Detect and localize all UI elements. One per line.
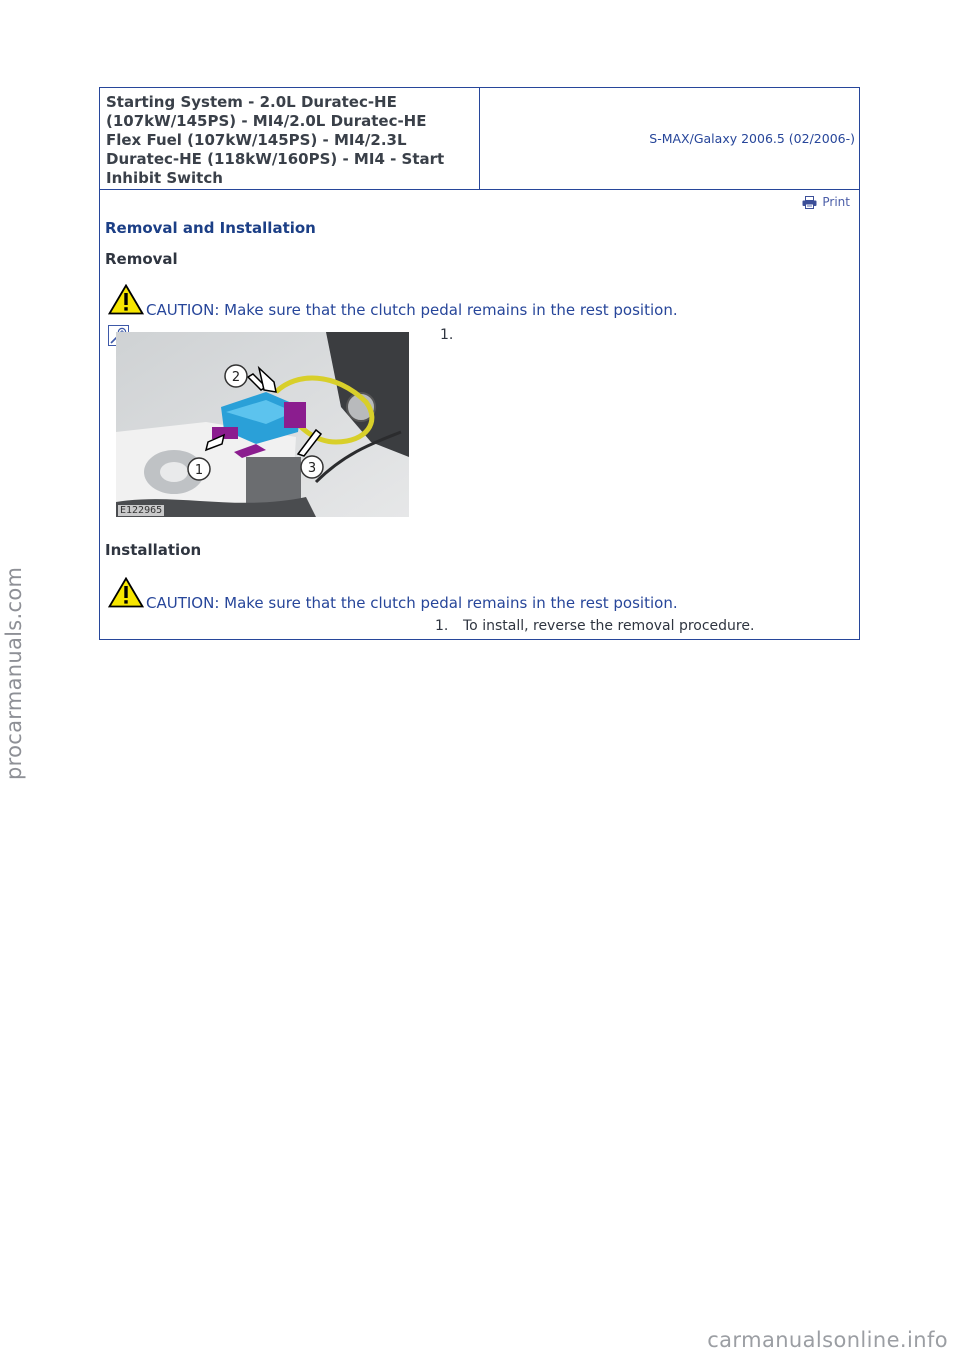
print-button[interactable] bbox=[802, 195, 850, 209]
callout-number: 2 bbox=[231, 370, 241, 385]
title-line: Flex Fuel (107kW/145PS) - MI4/2.3L bbox=[106, 131, 407, 149]
installation-step-text: To install, reverse the removal procedure. bbox=[463, 618, 755, 634]
callout-2 bbox=[225, 365, 247, 387]
vehicle-applicability bbox=[480, 88, 859, 190]
installation-heading: Installation bbox=[105, 541, 202, 559]
warning-triangle-icon bbox=[108, 284, 144, 319]
title-line: Duratec-HE (118kW/160PS) - MI4 - Start bbox=[106, 150, 445, 168]
removal-step-number: 1. bbox=[440, 327, 454, 343]
installation-step bbox=[435, 618, 754, 634]
title-line: Inhibit Switch bbox=[106, 169, 223, 187]
installation-step-number: 1. bbox=[435, 618, 449, 634]
callout-1 bbox=[188, 458, 210, 480]
document-title bbox=[100, 88, 480, 190]
title-line: (107kW/145PS) - MI4/2.0L Duratec-HE bbox=[106, 112, 427, 130]
image-code: E122965 bbox=[120, 505, 163, 516]
title-line: Starting System - 2.0L Duratec-HE bbox=[106, 93, 397, 111]
caution-text: CAUTION: Make sure that the clutch pedal remains in the rest position. bbox=[146, 594, 678, 612]
section-title: Removal and Installation bbox=[105, 219, 316, 237]
start-inhibit-switch-photo bbox=[116, 332, 409, 517]
print-label: Print bbox=[822, 195, 850, 209]
removal-heading: Removal bbox=[105, 250, 178, 268]
warning-triangle-icon bbox=[108, 577, 144, 612]
bottom-watermark: carmanualsonline.info bbox=[707, 1328, 948, 1352]
printer-icon bbox=[802, 196, 817, 209]
callout-3 bbox=[301, 456, 323, 478]
vehicle-label: S-MAX/Galaxy 2006.5 (02/2006-) bbox=[649, 131, 855, 146]
callout-number: 1 bbox=[194, 463, 204, 478]
callout-number: 3 bbox=[307, 461, 317, 476]
removal-caution bbox=[108, 284, 678, 319]
side-watermark: procarmanuals.com bbox=[2, 566, 26, 780]
procedure-frame bbox=[99, 87, 860, 640]
caution-text: CAUTION: Make sure that the clutch pedal remains in the rest position. bbox=[146, 301, 678, 319]
installation-caution bbox=[108, 577, 678, 612]
